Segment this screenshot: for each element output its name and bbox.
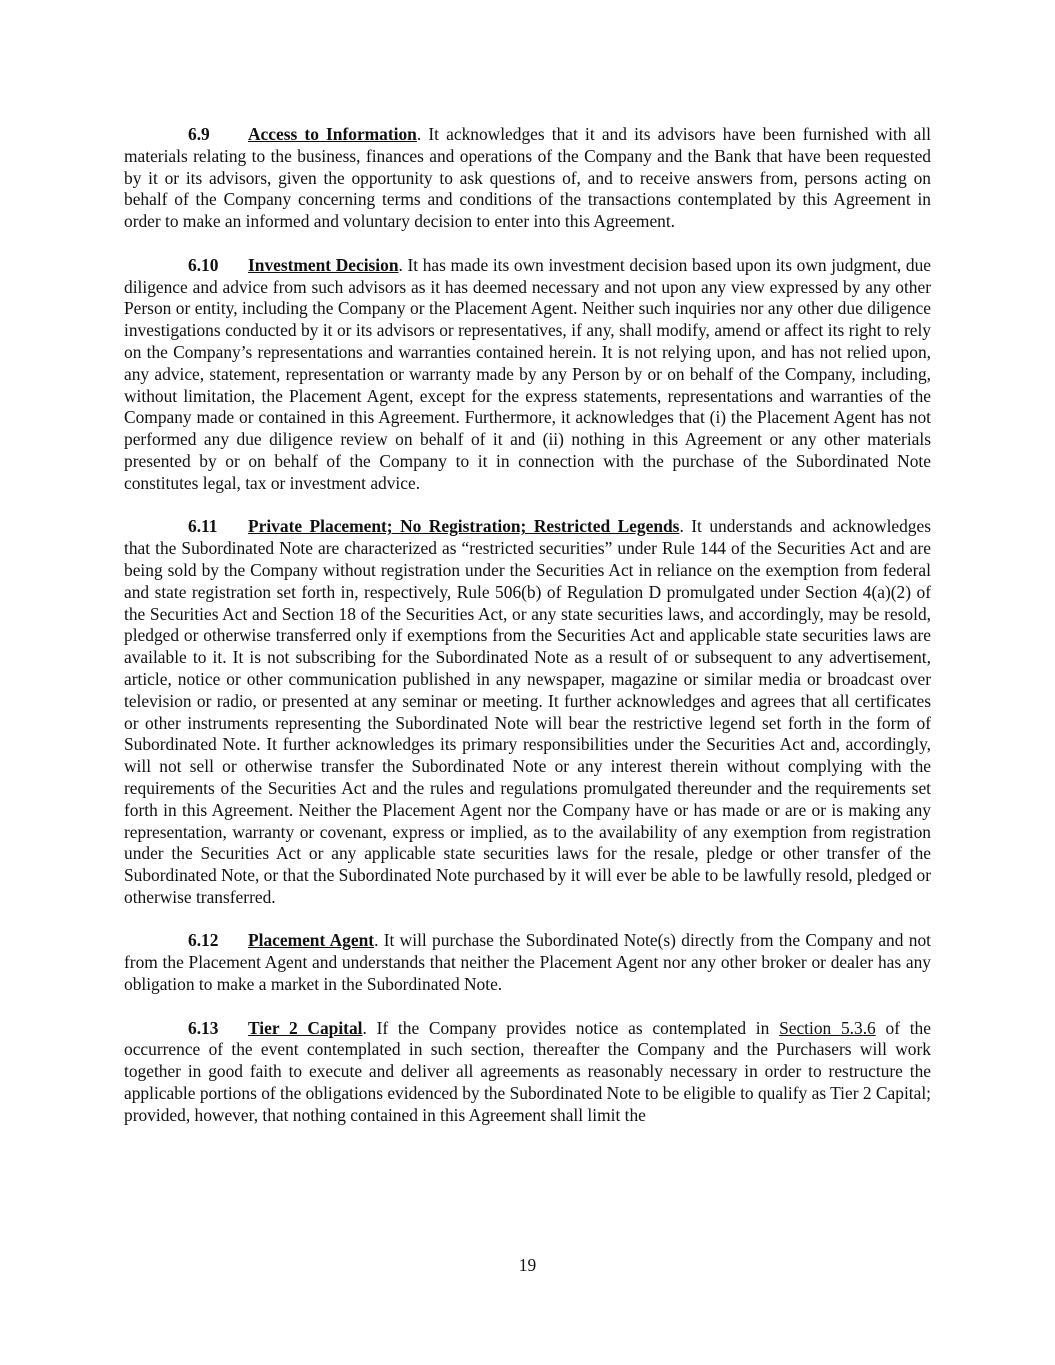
section-heading: Investment Decision	[248, 254, 399, 275]
section-number: 6.12	[188, 930, 219, 951]
section-6-10	[124, 255, 931, 495]
section-body-part: . If the Company provides notice as contemplated in	[362, 1017, 780, 1038]
section-body: . It understands and acknowledges that the Subordinated Note are characterized as “restricted securities” under Rule 144 of the Securities Act and are being sold by the Company without registration under the Securities Act in reliance on the exemption from federal and state registration set forth in, respectively, Rule 506(b) of Regulation D promulgated under Section 4(a)(2) of the Securities Act and Section 18 of the Securities Act, or any state securities laws, and accordingly, may be resold, pledged or otherwise transferred only if exemptions from the Securities Act and applicable state securities laws are available to it. It is not subscribing for the Subordinated Note as a result of or subsequent to any advertisement, article, notice or other communication published in any newspaper, magazine or similar media or broadcast over television or radio, or presented at any seminar or meeting. It further acknowledges and agrees that all certificates or other instruments representing the Subordinated Note will bear the restrictive legend set forth in the form of Subordinated Note. It further acknowledges its primary responsibilities under the Securities Act and, accordingly, will not sell or otherwise transfer the Subordinated Note or any interest therein without complying with the requirements of the Securities Act and the rules and regulations promulgated thereunder and the requirements set forth in this Agreement. Neither the Placement Agent nor the Company have or has made or are or is making any representation, warranty or covenant, express or implied, as to the availability of any exemption from registration under the Securities Act or any applicable state securities laws for the resale, pledge or other transfer of the Subordinated Note, or that the Subordinated Note purchased by it will ever be able to be lawfully resold, pledged or otherwise transferred.	[124, 516, 931, 907]
section-heading: Placement Agent	[248, 930, 375, 951]
section-body: . It has made its own investment decision based upon its own judgment, due diligence and advice from such advisors as it has deemed necessary and not upon any view expressed by any other Person or entity, including the Company or the Placement Agent. Neither such inquiries nor any other due diligence investigations conducted by it or its advisors or representatives, if any, shall modify, amend or affect its right to rely on the Company’s representations and warranties contained herein. It is not relying upon, and has not relied upon, any advice, statement, representation or warranty made by any Person by or on behalf of the Company, including, without limitation, the Placement Agent, except for the express statements, representations and warranties of the Company made or contained in this Agreement. Furthermore, it acknowledges that (i) the Placement Agent has not performed any due diligence review on behalf of it and (ii) nothing in this Agreement or any other materials presented by or on behalf of the Company to it in connection with the purchase of the Subordinated Note constitutes legal, tax or investment advice.	[124, 254, 931, 493]
section-heading: Access to Information	[248, 124, 417, 144]
section-heading: Private Placement; No Registration; Restricted Legends	[248, 516, 680, 537]
section-6-12	[124, 930, 931, 995]
section-number: 6.9	[188, 124, 210, 144]
section-number: 6.13	[188, 1017, 219, 1038]
section-number: 6.10	[188, 254, 219, 275]
section-6-13	[124, 1018, 931, 1127]
section-number: 6.11	[188, 516, 218, 537]
section-6-11	[124, 516, 931, 908]
section-body-part: of the occurrence of the event contemplated in such section, thereafter the Company and the Purchasers will work together in good faith to execute and deliver all agreements as reasonably necessary in order to restructure the applicable portions of the obligations evidenced by the Subordinated Note to be eligible to qualify as Tier 2 Capital; provided, however, that nothing contained in this Agreement shall limit the	[124, 1017, 931, 1125]
section-body: . It will purchase the Subordinated Note(s) directly from the Company and not from the Placement Agent and understands that neither the Placement Agent nor any other broker or dealer has any obligation to make a market in the Subordinated Note.	[124, 930, 931, 995]
section-cross-reference-link[interactable]: Section 5.3.6	[779, 1017, 876, 1038]
section-6-9	[124, 124, 931, 233]
page-number: 19	[518, 1255, 537, 1275]
section-heading: Tier 2 Capital	[248, 1017, 363, 1038]
section-body: . It acknowledges that it and its advisors have been furnished with all materials relating to the business, finances and operations of the Company and the Bank that have been requested by it or its advisors, given the opportunity to ask questions of, and to receive answers from, persons acting on behalf of the Company concerning terms and conditions of the transactions contemplated by this Agreement in order to make an informed and voluntary decision to enter into this Agreement.	[124, 124, 931, 232]
document-page	[124, 124, 931, 1148]
